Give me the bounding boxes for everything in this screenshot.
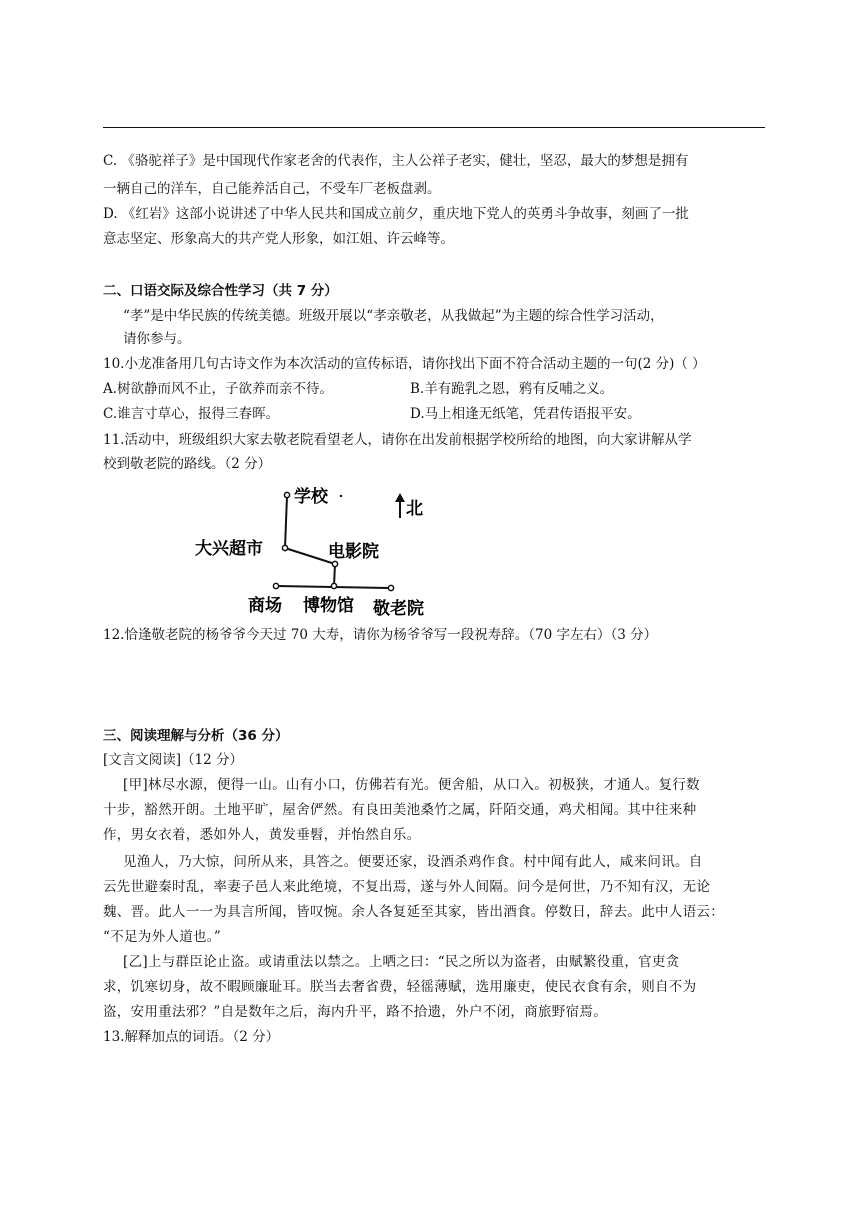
q9-option-c-line2: 一辆自己的洋车，自己能养活自己，不受车厂老板盘剥。: [103, 181, 441, 197]
passage-jia-p1-line1: [甲]林尽水源，便得一山。山有小口，仿佛若有光。便舍船，从口入。初极狭，才通人。复行数: [123, 777, 700, 793]
passage-jia-p2-line1: 见渔人，乃大惊，问所从来，具答之。便要还家，设酒杀鸡作食。村中闻有此人，咸来问讯。自: [123, 854, 703, 870]
classical-chinese-subheading: [文言文阅读]（12 分）: [103, 752, 244, 768]
school-dot: [284, 492, 289, 497]
passage-yi-line1: [乙]上与群臣论止盗。或请重法以禁之。上哂之曰：“民之所以为盗者，由赋繁役重，官吏贪: [123, 954, 680, 970]
passage-jia-p2-line3: 魏、晋。此人一一为具言所闻，皆叹惋。余人各复延至其家，皆出酒食。停数日，辞去。此中人语云：: [103, 904, 724, 920]
q11-line2: 校到敬老院的路线。（2 分）: [103, 456, 272, 472]
supermarket-dot: [282, 545, 287, 550]
map-label-north: 北: [406, 499, 423, 519]
q11-line1: 11.活动中，班级组织大家去敬老院看望老人，请你在出发前根据学校所给的地图，向大家讲解从学: [103, 432, 692, 448]
header-rule: [103, 127, 765, 128]
map-label-supermarket: 大兴超市: [195, 539, 263, 559]
map-speck: [340, 495, 342, 497]
map-label-museum: 博物馆: [303, 596, 354, 616]
q9-option-c-line1: C. 《骆驼祥子》是中国现代作家老舍的代表作，主人公祥子老实，健壮，坚忍，最大的梦想是拥有: [103, 153, 689, 169]
q9-option-d-line2: 意志坚定、形象高大的共产党人形象，如江姐、许云峰等。: [103, 231, 454, 247]
map-label-cinema: 电影院: [328, 542, 379, 562]
passage-jia-p2-line4: “不足为外人道也。”: [103, 929, 222, 945]
map-label-nursing-home: 敬老院: [373, 599, 424, 619]
passage-yi-line2: 求，饥寒切身，故不暇顾廉耻耳。朕当去奢省费，轻徭薄赋，选用廉吏，使民衣食有余，则自不为: [103, 979, 697, 995]
q10-option-d: D.马上相逢无纸笔，凭君传语报平安。: [410, 406, 641, 422]
section2-heading: 二、口语交际及综合性学习（共 7 分）: [103, 283, 338, 299]
q9-option-d-line1: D. 《红岩》这部小说讲述了中华人民共和国成立前夕，重庆地下党人的英勇斗争故事，刻画了一批: [103, 206, 689, 222]
q10-stem: 10.小龙准备用几句古诗文作为本次活动的宣传标语，请你找出下面不符合活动主题的一句(2 分)（ ）: [103, 356, 706, 372]
route-map: [190, 478, 450, 624]
road-school-supermarket: [285, 496, 287, 548]
museum-dot: [331, 583, 336, 588]
passage-jia-p1-line3: 作，男女衣着，悉如外人，黄发垂髫，并怡然自乐。: [103, 827, 421, 843]
section3-heading: 三、阅读理解与分析（36 分）: [103, 728, 289, 744]
q10-option-c: C.谁言寸草心，报得三春晖。: [103, 406, 280, 422]
q10-option-b: B.羊有跪乳之恩，鸦有反哺之义。: [410, 381, 614, 397]
mall-dot: [273, 583, 278, 588]
q13: 13.解释加点的词语。（2 分）: [103, 1029, 280, 1045]
passage-yi-line3: 盗，安用重法邪？”自是数年之后，海内升平，路不拾遗，外户不闭，商旅野宿焉。: [103, 1004, 608, 1020]
q12: 12.恰逢敬老院的杨爷爷今天过 70 大寿，请你为杨爷爷写一段祝寿辞。（70 字左右）（3 分）: [103, 627, 658, 643]
passage-jia-p1-line2: 十步，豁然开朗。土地平旷，屋舍俨然。有良田美池桑竹之属，阡陌交通，鸡犬相闻。其中往来种: [103, 802, 697, 818]
section2-intro-line2: 请你参与。: [123, 331, 191, 347]
q10-option-a: A.树欲静而风不止，子欲养而亲不待。: [103, 381, 334, 397]
map-label-school: 学校: [294, 487, 328, 507]
north-arrow-head: [395, 493, 405, 502]
section2-intro-line1: “孝”是中华民族的传统美德。班级开展以“孝亲敬老，从我做起”为主题的综合性学习活动，: [123, 308, 664, 324]
map-label-mall: 商场: [248, 596, 282, 616]
cinema-dot: [332, 561, 337, 566]
passage-jia-p2-line2: 云先世避秦时乱，率妻子邑人来此绝境，不复出焉，遂与外人间隔。问今是何世，乃不知有汉，无论: [103, 879, 711, 895]
nursing-home-dot: [388, 585, 393, 590]
